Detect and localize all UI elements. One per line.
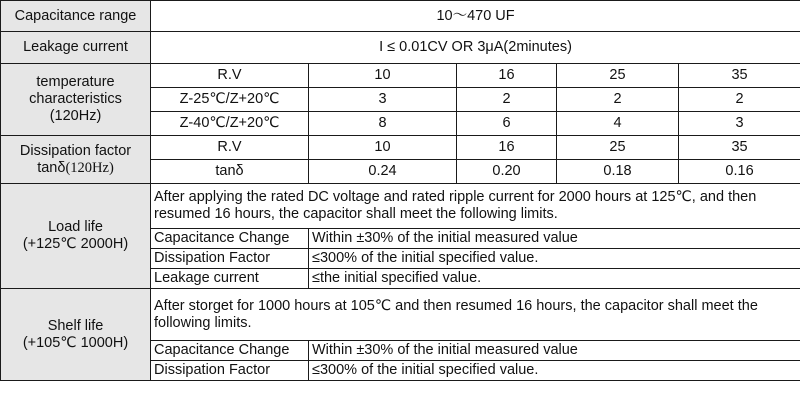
z40-value-35: 3 <box>679 112 800 136</box>
shelf-life-limit-value: ≤300% of the initial specified value. <box>309 361 800 381</box>
temperature-rv-35: 35 <box>679 64 800 88</box>
dissipation-header-row <box>1 136 800 160</box>
dissipation-label-tan: tanδ <box>37 159 66 176</box>
tan-value-35: 0.16 <box>679 160 800 184</box>
temperature-rv-label: R.V <box>151 64 309 88</box>
z40-value-25: 4 <box>557 112 679 136</box>
shelf-life-description <box>151 289 800 341</box>
dissipation-label-line-1: Dissipation factor <box>19 142 132 159</box>
temperature-label-line-2: characteristics <box>29 91 122 107</box>
dissipation-rv-35: 35 <box>679 136 800 160</box>
leakage-current-value: I ≤ 0.01CV OR 3μA(2minutes) <box>151 32 800 64</box>
load-life-label-line-2: (+125℃ 2000H) <box>22 236 129 252</box>
leakage-current-label: Leakage current <box>1 32 151 64</box>
z25-value-10: 3 <box>309 88 457 112</box>
temperature-characteristics-label <box>1 64 151 136</box>
z40-label: Z-40℃/Z+20℃ <box>151 112 309 136</box>
dissipation-rv-16: 16 <box>457 136 557 160</box>
shelf-life-label <box>1 289 151 381</box>
dissipation-rv-10: 10 <box>309 136 457 160</box>
tan-label: tanδ <box>151 160 309 184</box>
dissipation-rv-label: R.V <box>151 136 309 160</box>
load-life-limit-value: ≤300% of the initial specified value. <box>309 249 800 269</box>
load-life-limit-item: Capacitance Change <box>151 229 309 249</box>
tan-value-25: 0.18 <box>557 160 679 184</box>
load-life-label-line-1: Load life <box>48 219 103 235</box>
z25-value-35: 2 <box>679 88 800 112</box>
temperature-rv-10: 10 <box>309 64 457 88</box>
load-life-description-line-1: After applying the rated DC voltage and rated ripple current for 2000 hours at 125℃, and then <box>154 189 757 205</box>
z40-value-16: 6 <box>457 112 557 136</box>
load-life-limit-value: ≤the initial specified value. <box>309 269 800 289</box>
temperature-rv-16: 16 <box>457 64 557 88</box>
load-life-limit-item: Dissipation Factor <box>151 249 309 269</box>
z40-value-10: 8 <box>309 112 457 136</box>
shelf-life-label-line-2: (+105℃ 1000H) <box>22 334 129 351</box>
tan-value-10: 0.24 <box>309 160 457 184</box>
dissipation-rv-25: 25 <box>557 136 679 160</box>
shelf-life-description-line-2: following limits. <box>154 314 252 331</box>
capacitance-range-label: Capacitance range <box>1 1 151 32</box>
capacitance-range-value: 10～470 UF <box>151 1 800 32</box>
leakage-current-row <box>1 32 800 64</box>
load-life-description-row <box>1 184 800 229</box>
load-life-label <box>1 184 151 289</box>
shelf-life-limit-value: Within ±30% of the initial measured value <box>309 341 800 361</box>
load-life-limit-value: Within ±30% of the initial measured value <box>309 229 800 249</box>
temperature-header-row <box>1 64 800 88</box>
temperature-label-line-3: (120Hz) <box>49 108 102 124</box>
temperature-label-line-1: temperature <box>36 74 115 90</box>
load-life-limit-item: Leakage current <box>151 269 309 289</box>
z25-value-16: 2 <box>457 88 557 112</box>
shelf-life-label-line-1: Shelf life <box>47 317 104 334</box>
load-life-description-line-2: resumed 16 hours, the capacitor shall meet the following limits. <box>154 206 558 222</box>
load-life-description <box>151 184 800 229</box>
z25-value-25: 2 <box>557 88 679 112</box>
dissipation-factor-label <box>1 136 151 184</box>
shelf-life-limit-item: Dissipation Factor <box>151 361 309 381</box>
dissipation-label-hz: (120Hz) <box>65 159 114 176</box>
z25-label: Z-25℃/Z+20℃ <box>151 88 309 112</box>
shelf-life-description-row <box>1 289 800 341</box>
tan-value-16: 0.20 <box>457 160 557 184</box>
capacitance-range-row <box>1 1 800 32</box>
shelf-life-description-line-1: After storget for 1000 hours at 105℃ and then resumed 16 hours, the capacitor shall meet the <box>154 297 758 314</box>
dissipation-label-line-2 <box>4 160 147 177</box>
shelf-life-limit-item: Capacitance Change <box>151 341 309 361</box>
temperature-rv-25: 25 <box>557 64 679 88</box>
